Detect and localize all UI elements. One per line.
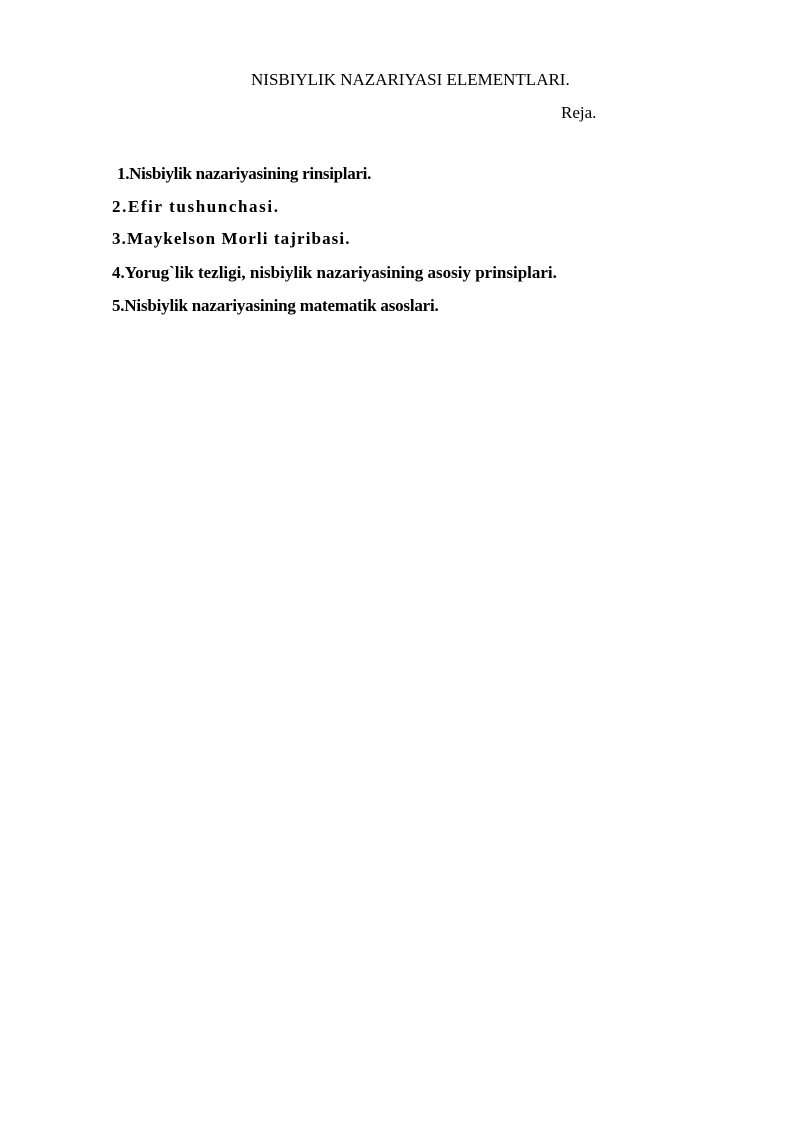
plan-heading: Reja. — [561, 103, 597, 122]
plan-item-2: 2.Efir tushunchasi. — [112, 197, 280, 216]
plan-item-3: 3.Maykelson Morli tajribasi. — [112, 229, 351, 248]
plan-item-5: 5.Nisbiylik nazariyasining matematik asoslari. — [112, 296, 439, 315]
document-title: NISBIYLIK NAZARIYASI ELEMENTLARI. — [251, 70, 570, 89]
plan-item-4: 4.Yorug`lik tezligi, nisbiylik nazariyasining asosiy prinsiplari. — [112, 263, 557, 282]
plan-item-1: 1.Nisbiylik nazariyasining rinsiplari. — [117, 164, 372, 183]
